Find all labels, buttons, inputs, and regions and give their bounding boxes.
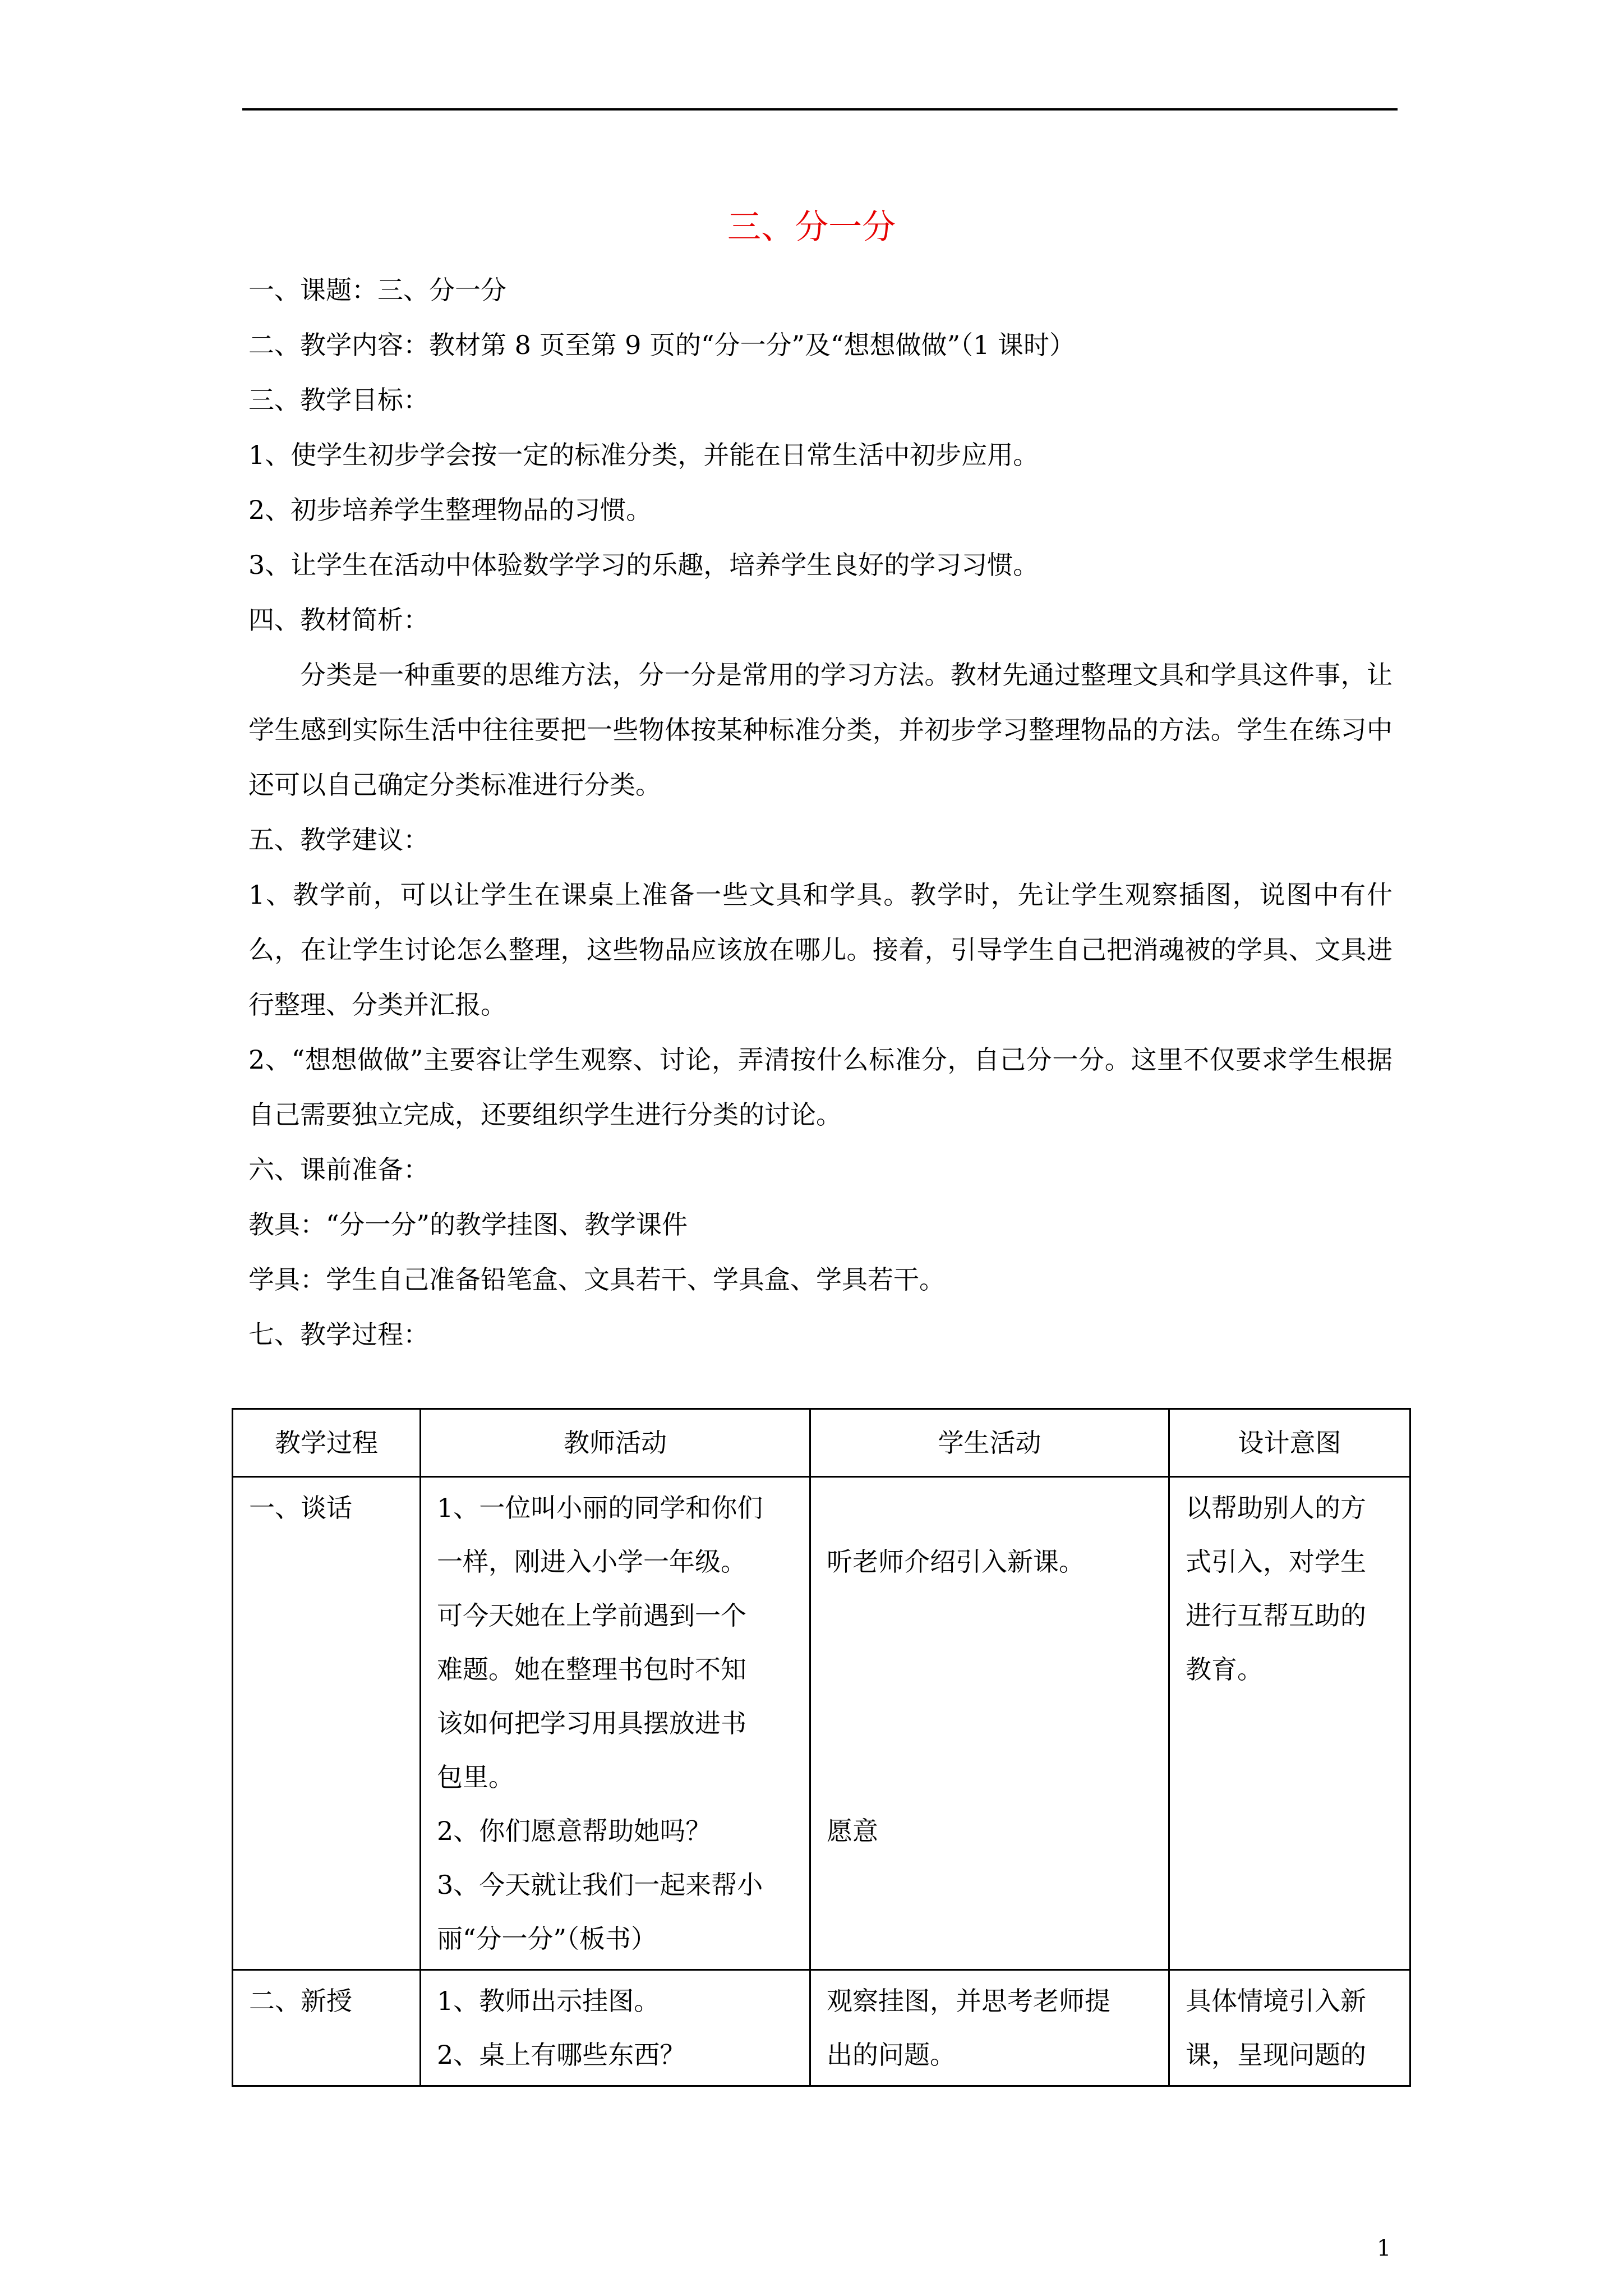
text-line: 三、教学目标：: [248, 385, 429, 415]
text-line: 2、初步培养学生整理物品的习惯。: [248, 495, 652, 525]
cell-line: 包里。: [437, 1762, 514, 1792]
cell-line: 观察挂图，并思考老师提: [827, 1986, 1110, 2016]
text-line: 六、课前准备：: [248, 1154, 429, 1185]
text-line: 1、教学前，可以让学生在课桌上准备一些文具和学具。教学时，先让学生观察插图，说图中有什么，在让学生讨论怎么整理，这些物品应该放在哪儿。接着，引导学生自己把消魂被的学具、文具进行整理、分类并汇报。: [248, 880, 1393, 1020]
cell-line: 2、桌上有哪些东西？: [437, 2040, 686, 2070]
text-line: 一、课题：三、分一分: [248, 275, 506, 305]
cell-spacer: [827, 1750, 1152, 1804]
text-line: 教具：“分一分”的教学挂图、教学课件: [248, 1209, 688, 1240]
cell-line: 课，呈现问题的: [1186, 2040, 1366, 2070]
cell-stage: 一、谈话: [233, 1477, 421, 1970]
cell-spacer: [827, 1589, 1152, 1642]
header-rule: [242, 108, 1398, 111]
teaching-process-table: [232, 1408, 1411, 2087]
table-row: [233, 1477, 1410, 1970]
cell-intent: [1169, 1477, 1410, 1970]
cell-teacher: [421, 1477, 810, 1970]
page-title: 三、分一分: [727, 208, 896, 247]
table-row: [233, 1970, 1410, 2086]
cell-line: 进行互帮互助的: [1186, 1600, 1366, 1631]
cell-teacher: [421, 1970, 810, 2086]
cell-line: 式引入，对学生: [1186, 1547, 1366, 1577]
cell-student: [810, 1970, 1169, 2086]
cell-line: 具体情境引入新: [1186, 1986, 1366, 2016]
cell-student: [810, 1477, 1169, 1970]
document-body: [248, 263, 1393, 1362]
cell-line: 难题。她在整理书包时不知: [437, 1654, 746, 1685]
header-design-intent: 设计意图: [1169, 1409, 1410, 1477]
text-line: 2、“想想做做”主要容让学生观察、讨论，弄清按什么标准分，自己分一分。这里不仅要求学生根据自己需要独立完成，还要组织学生进行分类的讨论。: [248, 1045, 1393, 1130]
cell-line: 一样，刚进入小学一年级。: [437, 1547, 746, 1577]
table-header-row: [233, 1409, 1410, 1477]
text-line: 四、教材简析：: [248, 605, 429, 635]
cell-line: 愿意: [827, 1816, 878, 1846]
cell-line: 丽“分一分”（板书）: [437, 1924, 657, 1954]
cell-stage: 二、新授: [233, 1970, 421, 2086]
text-line: 1、使学生初步学会按一定的标准分类，并能在日常生活中初步应用。: [248, 440, 1039, 470]
cell-line: 教育。: [1186, 1654, 1263, 1685]
cell-intent: [1169, 1970, 1410, 2086]
cell-line: 听老师介绍引入新课。: [827, 1547, 1085, 1577]
text-line: 3、让学生在活动中体验数学学习的乐趣，培养学生良好的学习习惯。: [248, 550, 1039, 580]
cell-line: 3、今天就让我们一起来帮小: [437, 1870, 763, 1900]
header-student-activity: 学生活动: [810, 1409, 1169, 1477]
text-line: 五、教学建议：: [248, 825, 429, 855]
header-teacher-activity: 教师活动: [421, 1409, 810, 1477]
cell-line: 出的问题。: [827, 2040, 956, 2070]
cell-line: 该如何把学习用具摆放进书: [437, 1708, 746, 1738]
text-line: 学具：学生自己准备铅笔盒、文具若干、学具盒、学具若干。: [248, 1264, 945, 1295]
page-number: 1: [1377, 2235, 1391, 2261]
text-line: 二、教学内容：教材第 8 页至第 9 页的“分一分”及“想想做做”（1 课时）: [248, 330, 1075, 360]
text-line: 七、教学过程：: [248, 1319, 429, 1350]
cell-line: 可今天她在上学前遇到一个: [437, 1600, 746, 1631]
cell-spacer: [827, 1696, 1152, 1750]
cell-line: 2、你们愿意帮助她吗？: [437, 1816, 712, 1846]
cell-line: 1、一位叫小丽的同学和你们: [437, 1493, 763, 1523]
cell-line: 以帮助别人的方: [1186, 1493, 1366, 1523]
cell-spacer: [827, 1481, 1152, 1535]
cell-spacer: [827, 1642, 1152, 1696]
text-line: 分类是一种重要的思维方法，分一分是常用的学习方法。教材先通过整理文具和学具这件事，让学生感到实际生活中往往要把一些物体按某种标准分类，并初步学习整理物品的方法。学生在练习中还可以自己确定分类标准进行分类。: [248, 660, 1393, 800]
header-stage: 教学过程: [233, 1409, 421, 1477]
cell-line: 1、教师出示挂图。: [437, 1986, 660, 2016]
